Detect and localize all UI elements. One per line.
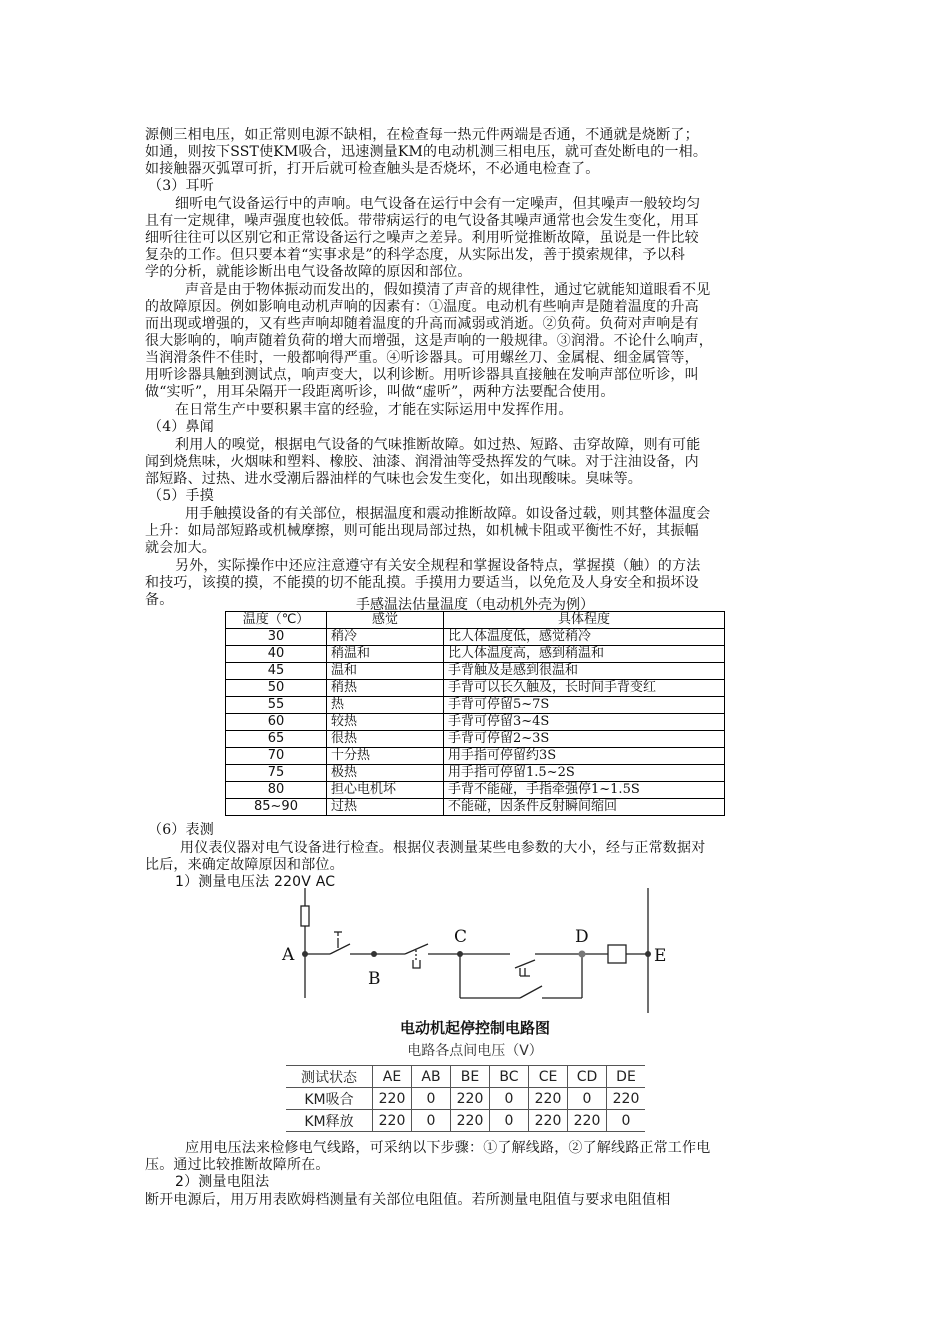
cell: 极热 [327,765,444,782]
cell: 比人体温度高，感到稍温和 [444,646,725,663]
cell: 手背不能碰，手指牵强停1~1.5S [444,782,725,799]
header-cell: BC [490,1066,529,1088]
circuit-diagram [270,888,670,1013]
section-heading-touch: （5）手摸 [148,488,214,504]
cell: 220 [373,1088,412,1110]
cell: 十分热 [327,748,444,765]
header-cell: 具体程度 [444,612,725,629]
text-line: 利用人的嗅觉，根据电气设备的气味推断故障。如过热、短路、击穿故障，则有可能 [175,437,701,453]
table-header-row [286,1066,645,1088]
text-line: 断开电源后，用万用表欧姆档测量有关部位电阻值。若所测量电阻值与要求电阻值相 [145,1192,671,1208]
subheading-resistance-method: 2）测量电阻法 [175,1174,270,1190]
cell: 60 [226,714,327,731]
cell: 70 [226,748,327,765]
temperature-table [225,611,725,816]
cell: KM释放 [304,1113,354,1130]
table-caption: 手感温法估量温度（电动机外壳为例） [356,597,594,613]
text-line: 备。 [145,592,174,608]
text-line: 另外，实际操作中还应注意遵守有关安全规程和掌握设备特点，掌握摸（触）的方法 [175,558,701,574]
cell: 45 [226,663,327,680]
cell: 较热 [327,714,444,731]
cell: 220 [529,1110,568,1132]
header-cell: AE [373,1066,412,1088]
text-line: 如接触器灭弧罩可折，打开后就可检查触头是否烧坏，不必通电检查了。 [145,161,600,177]
cell: 220 [451,1110,490,1132]
cell: 50 [226,680,327,697]
text-line: 部短路、过热、进水受潮后器油样的气味也会发生变化，如出现酸味。臭味等。 [145,471,642,487]
cell: 220 [451,1088,490,1110]
table-row [226,782,725,799]
cell: 用手指可停留约3S [444,748,725,765]
table-row [226,697,725,714]
diagram-title: 电动机起停控制电路图 [399,1019,550,1037]
point-label-e: E [654,946,667,966]
text-line: 如通，则按下SST使KM吸合，迅速测量KM的电动机测三相电压，就可查处断电的一相。 [145,144,708,160]
table-row [226,714,725,731]
subheading-voltage-method: 1）测量电压法 220V AC [175,874,336,890]
cell: 用手指可停留1.5~2S [444,765,725,782]
cell: 稍热 [327,680,444,697]
text-line: 比后，来确定故障原因和部位。 [145,857,344,873]
table-row [226,663,725,680]
table-row [226,748,725,765]
cell: 220 [529,1088,568,1110]
cell: 过热 [327,799,444,816]
table-row [226,731,725,748]
section-heading-listening: （3）耳听 [148,178,214,194]
cell: 55 [226,697,327,714]
cell: 手背可停留5~7S [444,697,725,714]
voltage-table-caption: 电路各点间电压（V） [407,1043,543,1059]
cell: 手背可停留2~3S [444,731,725,748]
header-cell: AB [412,1066,451,1088]
cell: 手背触及是感到很温和 [444,663,725,680]
cell: 温和 [327,663,444,680]
point-label-b: B [368,969,381,989]
fuse-icon [301,906,309,926]
text-line: 就会加大。 [145,540,216,556]
text-line: 闻到烧焦味，火烟味和塑料、橡胶、油漆、润滑油等受热挥发的气味。对于注油设备，内 [145,454,699,470]
text-line: 学的分析，就能诊断出电气设备故障的原因和部位。 [145,264,472,280]
text-line: 上升：如局部短路或机械摩擦，则可能出现局部过热，如机械卡阻或平衡性不好，其振幅 [145,523,699,539]
cell: 85~90 [226,799,327,816]
text-line: 的故障原因。例如影响电动机声响的因素有：①温度。电动机有些响声是随着温度的升高 [145,299,699,315]
cell: 担心电机坏 [327,782,444,799]
cell: 220 [607,1088,646,1110]
text-line: 和技巧，该摸的摸，不能摸的切不能乱摸。手摸用力要适当，以免危及人身安全和损坏设 [145,575,699,591]
table-header-row [226,612,725,629]
cell: 30 [226,629,327,646]
table-row [226,629,725,646]
cell: 0 [412,1110,451,1132]
cell: 80 [226,782,327,799]
header-cell: 感觉 [327,612,444,629]
text-line: 应用电压法来检修电气线路，可采纳以下步骤：①了解线路，②了解线路正常工作电 [185,1140,711,1156]
table-row [226,646,725,663]
text-line: 用仪表仪器对电气设备进行检查。根据仪表测量某些电参数的大小，经与正常数据对 [180,840,706,856]
text-line: 当润滑条件不佳时，一般都响得严重。④听诊器具。可用螺丝刀、金属棍、细金属管等， [145,350,699,366]
text-line: 复杂的工作。但只要本着“实事求是”的科学态度，从实际出发，善于摸索规律，予以科 [145,247,686,263]
cell: 很热 [327,731,444,748]
section-heading-smell: （4）鼻闻 [148,419,214,435]
text-line: 做“实听”，用耳朵隔开一段距离听诊，叫做“虚听”，两种方法要配合使用。 [145,384,615,400]
section-heading-meter: （6）表测 [148,822,214,838]
text-line: 压。通过比较推断故障所在。 [145,1157,330,1173]
table-row [226,799,725,816]
cell: 220 [568,1110,607,1132]
text-line: 用听诊器具触到测试点，响声变大，以利诊断。用听诊器具直接触在发响声部位听诊，叫 [145,367,699,383]
header-cell: 温度（℃） [226,612,327,629]
cell: 65 [226,731,327,748]
header-cell: DE [607,1066,646,1088]
header-cell: CD [568,1066,607,1088]
header-cell: 测试状态 [301,1069,357,1086]
cell: 40 [226,646,327,663]
text-line: 源侧三相电压，如正常则电源不缺相，在检查每一热元件两端是否通，不通就是烧断了； [145,127,699,143]
text-line: 而出现或增强的，又有些声响却随着温度的升高而减弱或消逝。②负荷。负荷对声响是有 [145,316,699,332]
cell: 0 [412,1088,451,1110]
table-row [286,1088,645,1110]
point-label-a: A [282,945,295,965]
cell: 手背可以长久触及，长时间手背变红 [444,680,725,697]
cell: 手背可停留3~4S [444,714,725,731]
cell: 稍温和 [327,646,444,663]
text-line: 细听往往可以区别它和正常设备运行之噪声之差异。利用听觉推断故障，虽说是一件比较 [145,230,699,246]
text-line: 细听电气设备运行中的声响。电气设备在运行中会有一定噪声，但其噪声一般较均匀 [175,196,701,212]
cell: 稍冷 [327,629,444,646]
cell: 不能碰，因条件反射瞬间缩回 [444,799,725,816]
text-line: 在日常生产中要积累丰富的经验，才能在实际运用中发挥作用。 [175,402,573,418]
cell: 0 [490,1088,529,1110]
table-row [226,680,725,697]
cell: 0 [490,1110,529,1132]
text-line: 声音是由于物体振动而发出的，假如摸清了声音的规律性，通过它就能知道眼看不见 [185,282,711,298]
cell: KM吸合 [304,1091,354,1108]
cell: 75 [226,765,327,782]
cell: 热 [327,697,444,714]
cell: 220 [373,1110,412,1132]
header-cell: CE [529,1066,568,1088]
cell: 0 [607,1110,646,1132]
table-row [286,1110,645,1132]
cell: 0 [568,1088,607,1110]
header-cell: BE [451,1066,490,1088]
text-line: 且有一定规律，噪声强度也较低。带带病运行的电气设备其噪声通常也会发生变化，用耳 [145,213,699,229]
voltage-table [286,1065,645,1132]
cell: 比人体温度低，感觉稍冷 [444,629,725,646]
text-line: 用手触摸设备的有关部位，根据温度和震动推断故障。如设备过载，则其整体温度会 [185,506,711,522]
point-label-d: D [575,927,589,947]
text-line: 很大影响的，响声随着负荷的增大而增强，这是声响的一般规律。③润滑。不论什么响声， [145,333,713,349]
table-row [226,765,725,782]
point-label-c: C [454,927,468,947]
coil-icon [608,945,626,963]
